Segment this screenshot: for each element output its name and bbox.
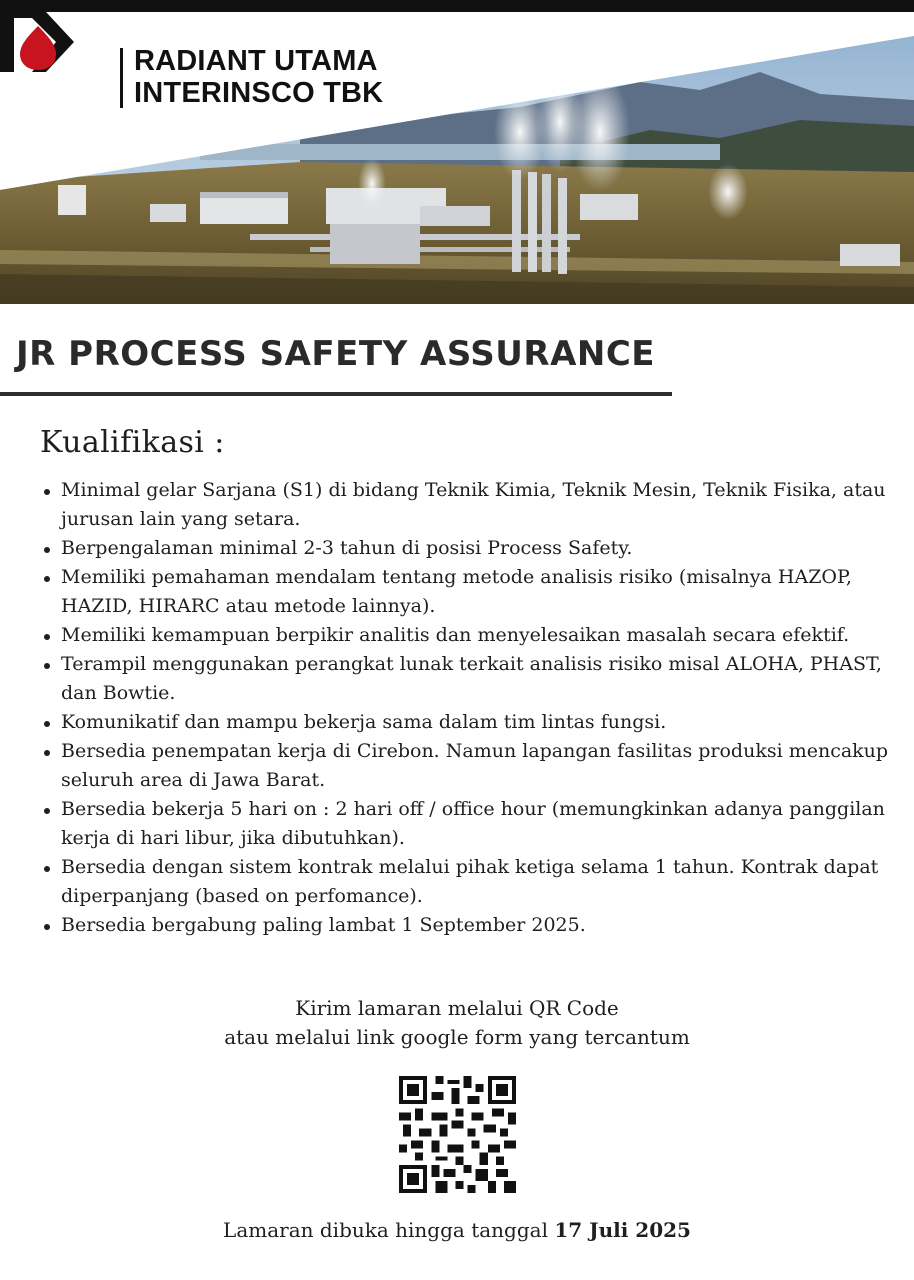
apply-instructions bbox=[0, 994, 914, 1052]
qr-code-icon[interactable] bbox=[399, 1076, 516, 1193]
deadline-date: 17 Juli 2025 bbox=[554, 1218, 691, 1242]
list-item: Berpengalaman minimal 2-3 tahun di posisi Process Safety. bbox=[42, 534, 892, 563]
qualifications-heading: Kualifikasi : bbox=[40, 425, 225, 460]
list-item: Minimal gelar Sarjana (S1) di bidang Teknik Kimia, Teknik Mesin, Teknik Fisika, atau jurusan lain yang setara. bbox=[42, 476, 892, 534]
qualifications-list bbox=[42, 476, 892, 940]
apply-line2: atau melalui link google form yang tercantum bbox=[224, 1025, 690, 1049]
company-name-line1: RADIANT UTAMA bbox=[134, 45, 378, 77]
header-hero bbox=[0, 12, 914, 304]
list-item: Bersedia penempatan kerja di Cirebon. Namun lapangan fasilitas produksi mencakup seluruh area di Jawa Barat. bbox=[42, 737, 892, 795]
company-name bbox=[134, 45, 383, 109]
brand-separator bbox=[120, 48, 123, 108]
list-item: Bersedia dengan sistem kontrak melalui pihak ketiga selama 1 tahun. Kontrak dapat diperpanjang (based on perfomance). bbox=[42, 853, 892, 911]
list-item: Bersedia bergabung paling lambat 1 September 2025. bbox=[42, 911, 892, 940]
top-border bbox=[0, 0, 914, 12]
radiant-logo-icon bbox=[0, 12, 82, 72]
apply-line1: Kirim lamaran melalui QR Code bbox=[295, 996, 619, 1020]
list-item: Bersedia bekerja 5 hari on : 2 hari off / office hour (memungkinkan adanya panggilan kerja di hari libur, jika dibutuhkan). bbox=[42, 795, 892, 853]
title-underline bbox=[0, 392, 672, 396]
deadline-prefix: Lamaran dibuka hingga tanggal bbox=[223, 1218, 555, 1242]
list-item: Memiliki kemampuan berpikir analitis dan menyelesaikan masalah secara efektif. bbox=[42, 621, 892, 650]
company-name-line2: INTERINSCO TBK bbox=[134, 77, 384, 109]
application-deadline bbox=[0, 1218, 914, 1242]
list-item: Memiliki pemahaman mendalam tentang metode analisis risiko (misalnya HAZOP, HAZID, HIRARC atau metode lainnya). bbox=[42, 563, 892, 621]
list-item: Terampil menggunakan perangkat lunak terkait analisis risiko misal ALOHA, PHAST, dan Bowtie. bbox=[42, 650, 892, 708]
list-item: Komunikatif dan mampu bekerja sama dalam tim lintas fungsi. bbox=[42, 708, 892, 737]
job-title: JR PROCESS SAFETY ASSURANCE bbox=[16, 334, 656, 374]
